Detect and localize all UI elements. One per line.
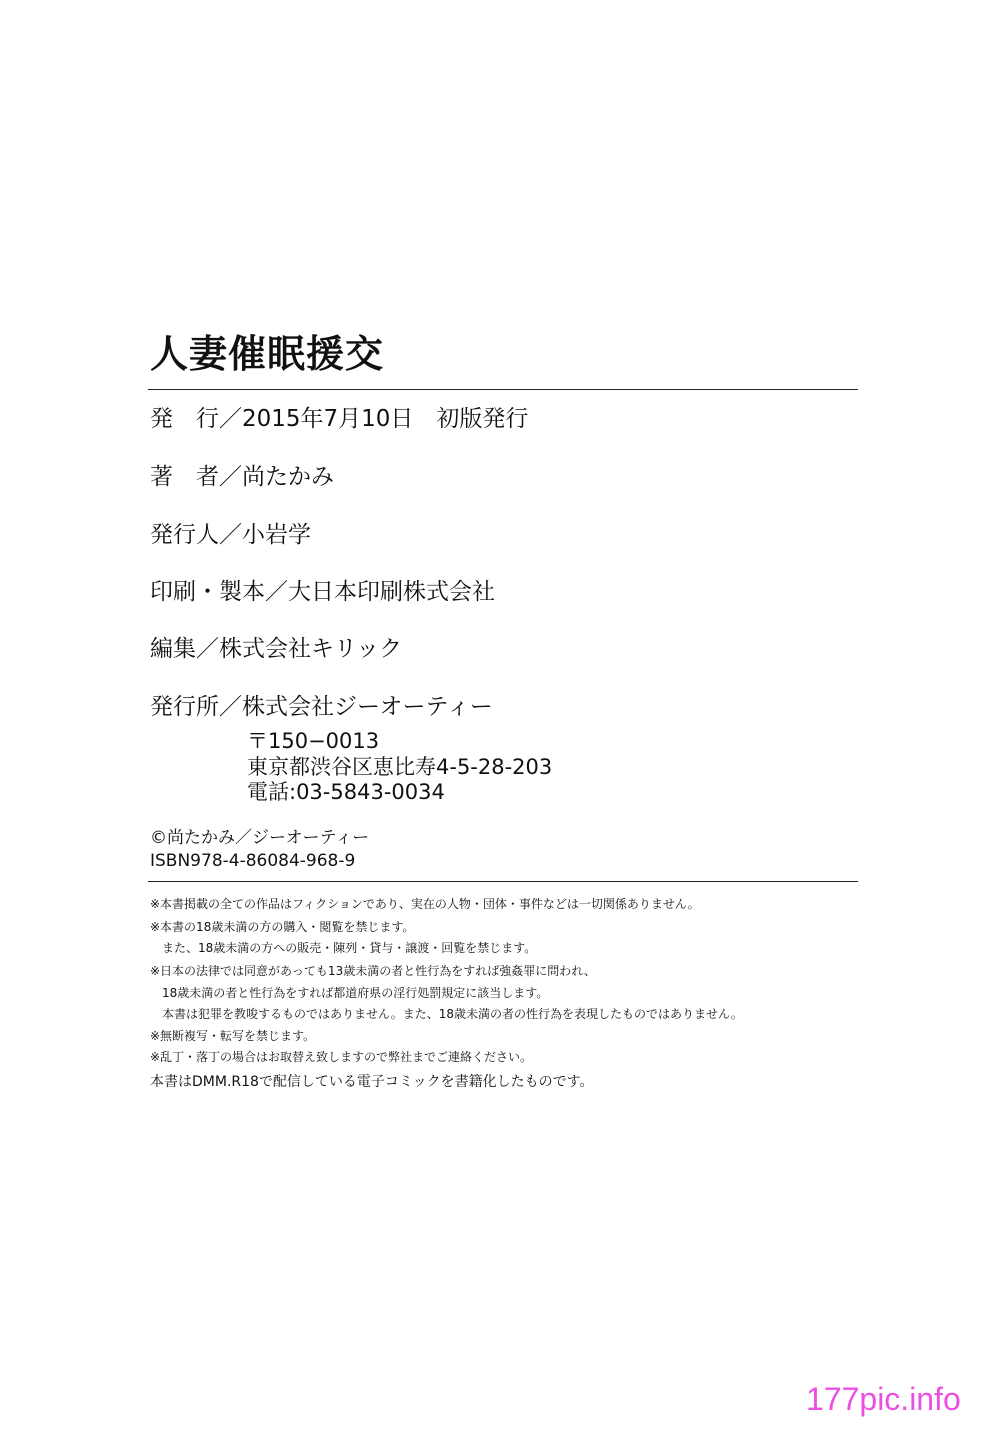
notice-digital-origin: 本書はDMM.R18で配信している電子コミックを書籍化したものです。: [150, 1074, 594, 1090]
site-watermark: 177pic.info: [806, 1381, 961, 1417]
copyright-line: ©尚たかみ／ジーオーティー: [150, 828, 370, 848]
title-divider: [148, 389, 858, 390]
notice-divider: [148, 881, 858, 882]
notice-defects: ※乱丁・落丁の場合はお取替え致しますので弊社までご連絡ください。: [150, 1050, 533, 1064]
publishing-office-line: 発行所／株式会社ジーオーティー: [150, 694, 493, 720]
address: 東京都渋谷区恵比寿4-5-28-203: [247, 755, 553, 779]
notice-disclaimer: 本書は犯罪を教唆するものではありません。また、18歳未満の者の性行為を表現したものではありません。: [162, 1007, 743, 1021]
editing-line: 編集／株式会社キリック: [150, 636, 403, 662]
notice-no-copying: ※無断複写・転写を禁じます。: [150, 1029, 316, 1043]
phone-number: 電話:03-5843-0034: [247, 780, 445, 804]
publication-date: 発 行／2015年7月10日 初版発行: [150, 406, 529, 432]
notice-law-continued: 18歳未満の者と性行為をすれば都道府県の淫行処罰規定に該当します。: [162, 986, 549, 1000]
notice-fiction: ※本書掲載の全ての作品はフィクションであり、実在の人物・団体・事件などは一切関係ありません。: [150, 897, 700, 911]
book-title: 人妻催眠援交: [150, 332, 385, 376]
notice-age-restriction: ※本書の18歳未満の方の購入・閲覧を禁じます。: [150, 920, 415, 934]
printing-line: 印刷・製本／大日本印刷株式会社: [150, 579, 495, 605]
author-line: 著 者／尚たかみ: [150, 464, 334, 490]
postal-code: 〒150−0013: [247, 729, 380, 753]
publisher-person-line: 発行人／小岩学: [150, 522, 311, 548]
notice-law: ※日本の法律では同意があっても13歳未満の者と性行為をすれば強姦罪に問われ、: [150, 964, 596, 978]
notice-sales-restriction: また、18歳未満の方への販売・陳列・貸与・譲渡・回覧を禁じます。: [162, 941, 537, 955]
isbn: ISBN978-4-86084-968-9: [150, 851, 356, 871]
